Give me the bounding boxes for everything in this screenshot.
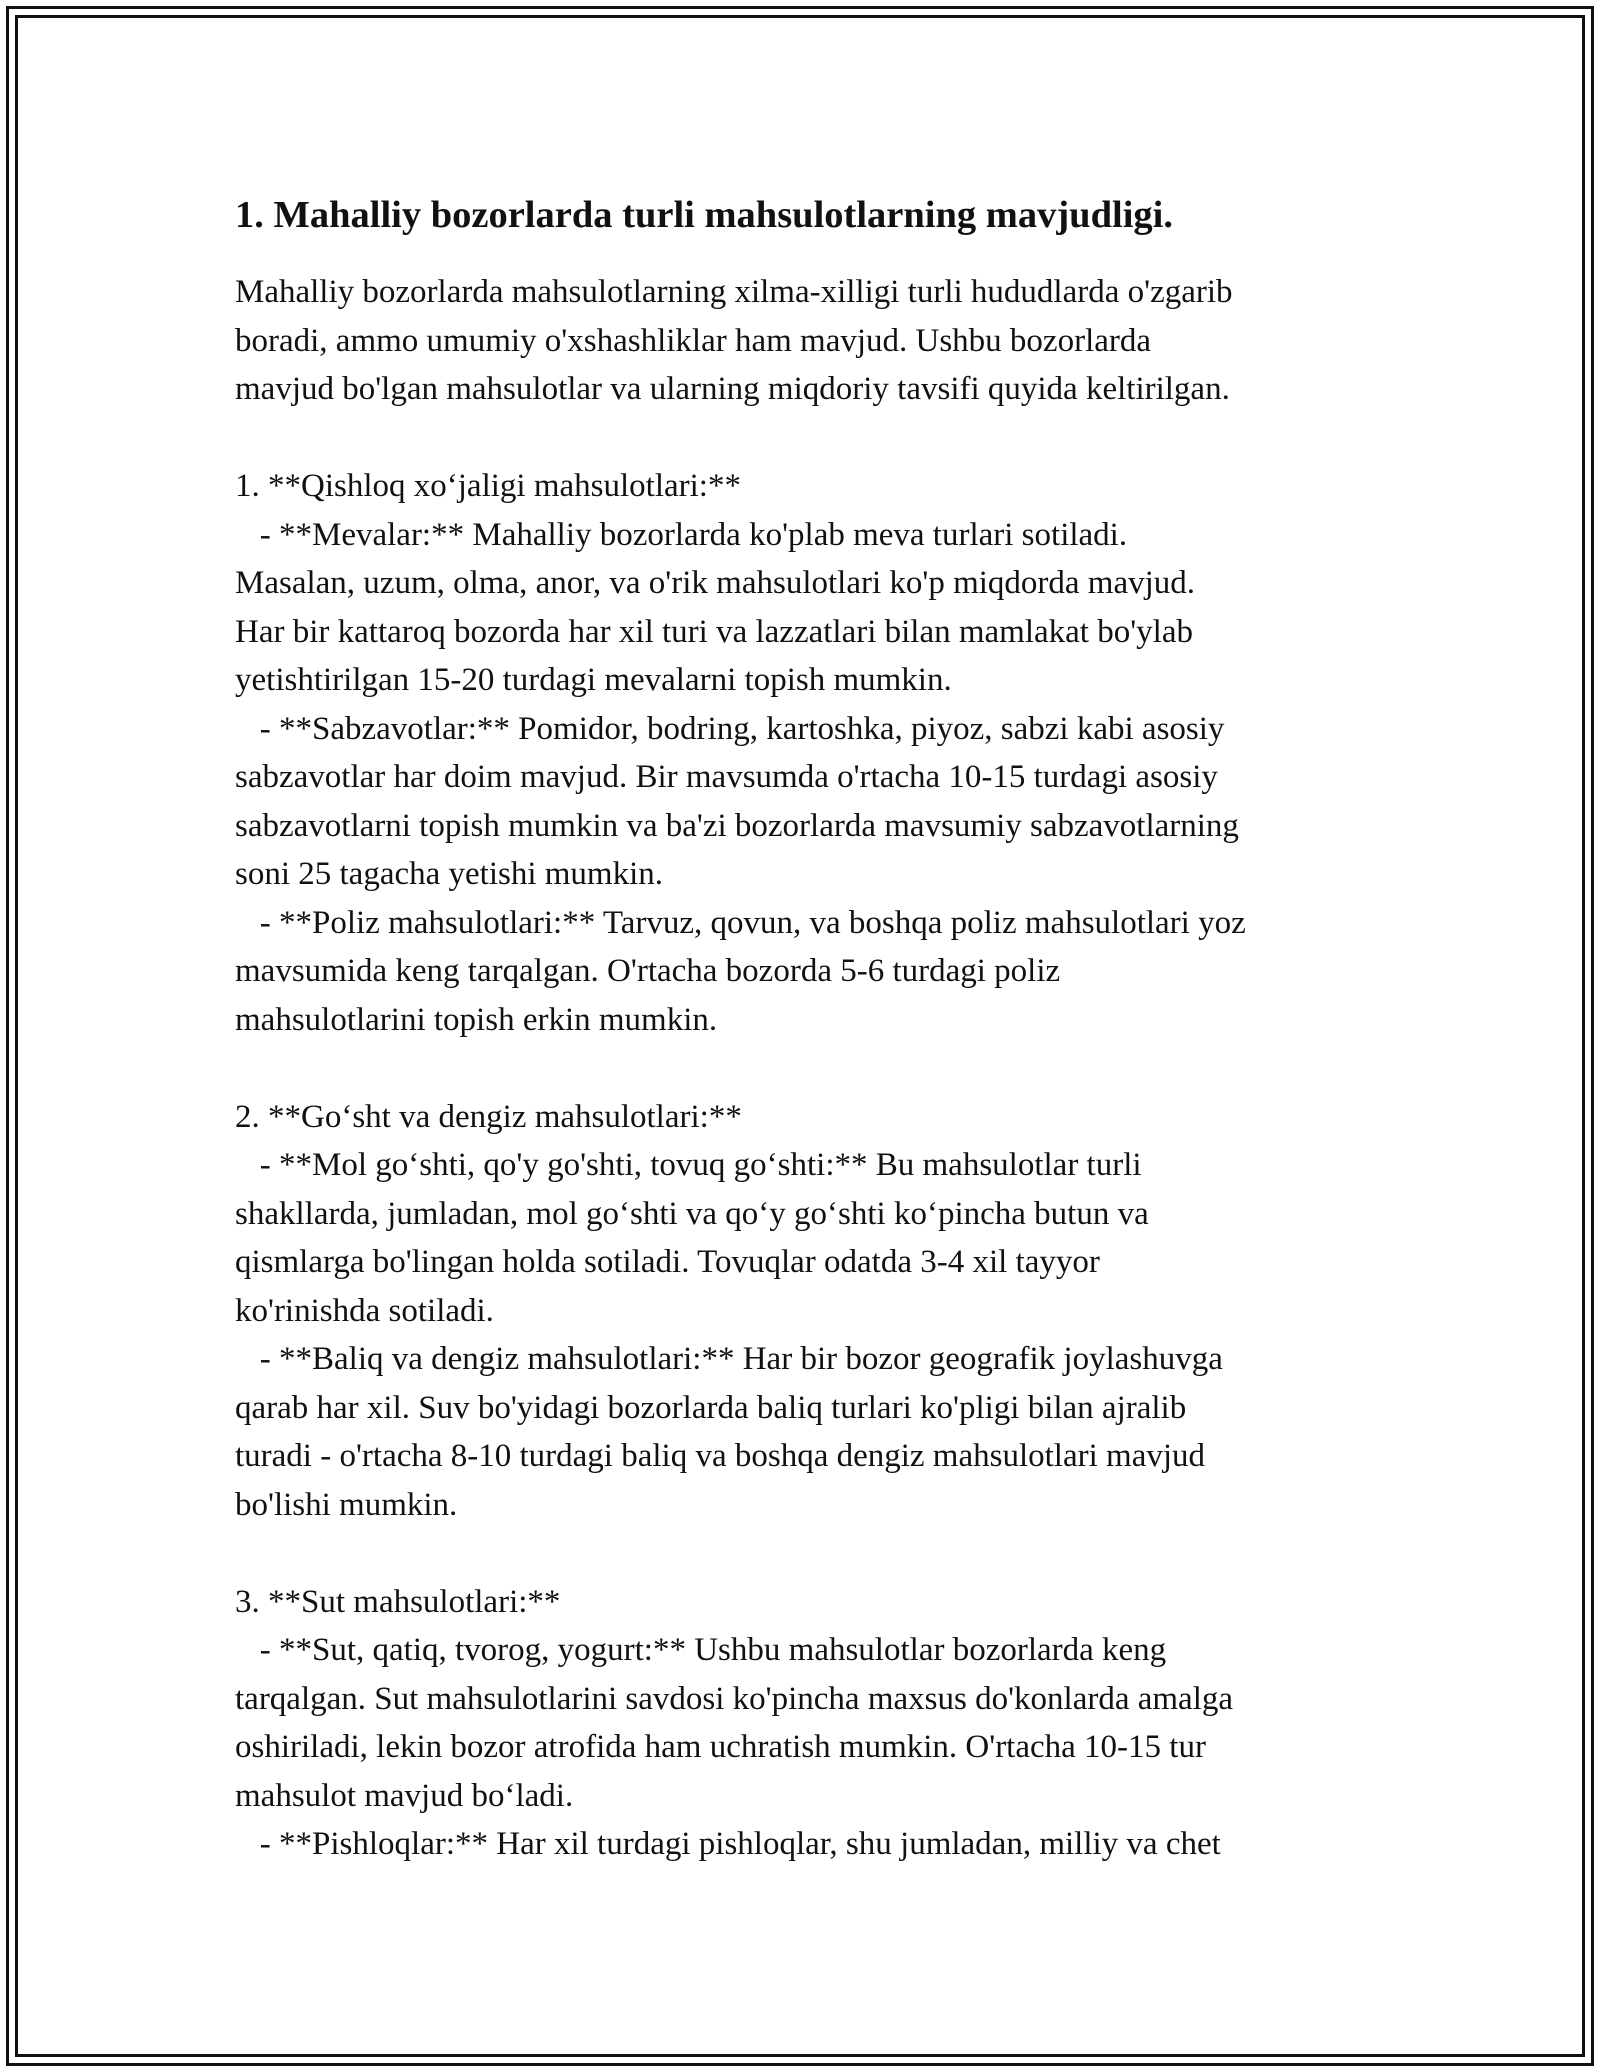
text-line: boradi, ammo umumiy o'xshashliklar ham mavjud. Ushbu bozorlarda	[235, 322, 1152, 359]
blank-line	[235, 1529, 1385, 1578]
text-line: yetishtirilgan 15-20 turdagi mevalarni topish mumkin.	[235, 662, 952, 698]
text-line: - **Sabzavotlar:** Pomidor, bodring, kartoshka, piyoz, sabzi kabi asosiy	[235, 710, 1225, 747]
section-heading: 1. Mahalliy bozorlarda turli mahsulotlarning mavjudligi.	[235, 194, 1173, 236]
text-line: mahsulot mavjud bo‘ladi.	[235, 1777, 574, 1814]
text-line: Mahalliy bozorlarda mahsulotlarning xilma-xilligi turli hududlarda o'zgarib	[235, 274, 1233, 310]
text-line: mahsulotlarini topish erkin mumkin.	[235, 1001, 718, 1038]
text-line: - **Sut, qatiq, tvorog, yogurt:** Ushbu mahsulotlar bozorlarda keng	[235, 1632, 1167, 1668]
text-line: 2. **Go‘sht va dengiz mahsulotlari:**	[235, 1098, 742, 1135]
text-line: - **Mol go‘shti, qo'y go'shti, tovuq go‘shti:** Bu mahsulotlar turli	[235, 1147, 1142, 1183]
text-line: ko'rinishda sotiladi.	[235, 1292, 494, 1329]
text-line: mavjud bo'lgan mahsulotlar va ularning miqdoriy tavsifi quyida keltirilgan.	[235, 371, 1230, 407]
text-line: tarqalgan. Sut mahsulotlarini savdosi ko'pincha maxsus do'konlarda amalga	[235, 1680, 1234, 1717]
text-line: Masalan, uzum, olma, anor, va o'rik mahsulotlari ko'p miqdorda mavjud.	[235, 565, 1196, 601]
text-line: - **Baliq va dengiz mahsulotlari:** Har bir bozor geografik joylashuvga	[235, 1341, 1223, 1377]
text-line: Har bir kattaroq bozorda har xil turi va lazzatlari bilan mamlakat bo'ylab	[235, 613, 1193, 650]
text-line: - **Mevalar:** Mahalliy bozorlarda ko'plab meva turlari sotiladi.	[235, 516, 1128, 553]
text-line: mavsumida keng tarqalgan. O'rtacha bozorda 5-6 turdagi poliz	[235, 953, 1061, 989]
blank-line	[235, 1044, 1385, 1093]
text-line: oshiriladi, lekin bozor atrofida ham uchratish mumkin. O'rtacha 10-15 tur	[235, 1729, 1206, 1765]
text-line: - **Poliz mahsulotlari:** Tarvuz, qovun, va boshqa poliz mahsulotlari yoz	[235, 904, 1246, 941]
blank-line	[235, 414, 1385, 463]
text-line: - **Pishloqlar:** Har xil turdagi pishloqlar, shu jumladan, milliy va chet	[235, 1826, 1221, 1862]
text-line: sabzavotlar har doim mavjud. Bir mavsumda o'rtacha 10-15 turdagi asosiy	[235, 759, 1218, 795]
document-page	[235, 188, 1385, 1869]
text-line: sabzavotlarni topish mumkin va ba'zi bozorlarda mavsumiy sabzavotlarning	[235, 807, 1239, 844]
text-line: bo'lishi mumkin.	[235, 1486, 458, 1523]
text-line: 3. **Sut mahsulotlari:**	[235, 1583, 561, 1620]
text-line: turadi - o'rtacha 8-10 turdagi baliq va boshqa dengiz mahsulotlari mavjud	[235, 1438, 1206, 1474]
text-line: qarab har xil. Suv bo'yidagi bozorlarda baliq turlari ko'pligi bilan ajralib	[235, 1389, 1187, 1426]
document-body	[235, 268, 1385, 1869]
text-line: 1. **Qishloq xo‘jaligi mahsulotlari:**	[235, 468, 741, 504]
text-line: qismlarga bo'lingan holda sotiladi. Tovuqlar odatda 3-4 xil tayyor	[235, 1244, 1100, 1280]
text-line: soni 25 tagacha yetishi mumkin.	[235, 856, 664, 892]
text-line: shakllarda, jumladan, mol go‘shti va qo‘y go‘shti ko‘pincha butun va	[235, 1195, 1149, 1232]
